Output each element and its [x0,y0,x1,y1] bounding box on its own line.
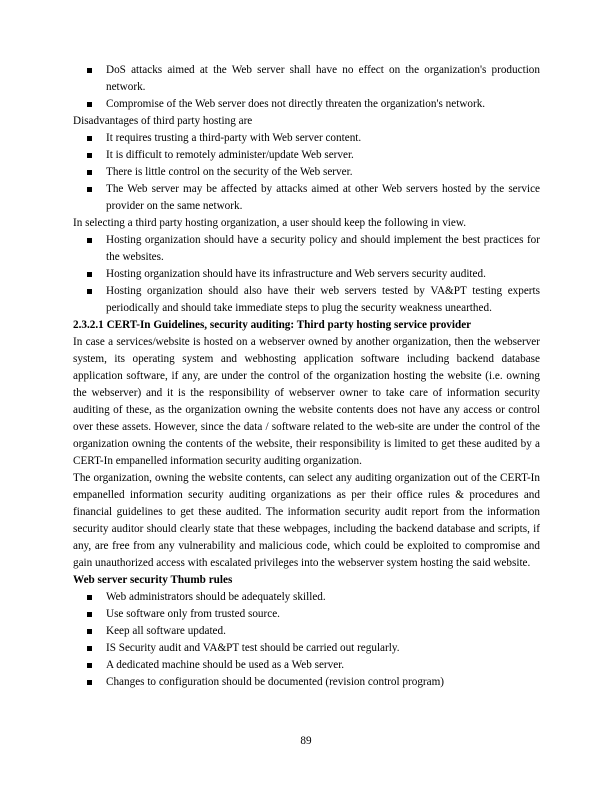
list-item-text: A dedicated machine should be used as a Web server. [106,659,345,671]
list-item [73,283,540,317]
list-item-text: Changes to configuration should be documented (revision control program) [106,676,445,688]
bullet-list-top [73,62,540,113]
list-item-text: Hosting organization should have a security policy and should implement the best practices for the websites. [106,234,540,263]
list-item [73,623,540,640]
paragraph: In case a services/website is hosted on a webserver owned by another organization, then the webserver system, its operating system and webhosting application software including backend database application software, if any, are under the control of the organization hosting the website (i.e. owning the webserver) and it is the responsibility of webserver owner to take care of information security auditing of these, as the organization owning the website contents does not have any access or control over these assets. However, since the data / software related to the web-site are under the control of the organization owning the contents of the website, their responsibility is limited to get these audited by a CERT-In empanelled information security auditing organization. [73,336,540,467]
list-item-text: DoS attacks aimed at the Web server shall have no effect on the organization's production network. [106,64,540,93]
list-item [73,181,540,215]
list-item [73,640,540,657]
bullet-icon [87,136,92,141]
list-item [73,589,540,606]
list-item [73,130,540,147]
list-item [73,147,540,164]
list-item-text: Hosting organization should have its infrastructure and Web servers security audited. [106,268,486,280]
selecting-intro: In selecting a third party hosting organization, a user should keep the following in view. [73,217,467,229]
list-item-text: Hosting organization should also have their web servers tested by VA&PT testing experts periodically and should take immediate steps to plug the security weakness unearthed. [106,285,540,314]
selecting-list [73,232,540,317]
list-item [73,657,540,674]
list-item-text: It requires trusting a third-party with Web server content. [106,132,362,144]
disadvantages-list [73,130,540,215]
bullet-icon [87,629,92,634]
bullet-icon [87,102,92,107]
section-heading: 2.3.2.1 CERT-In Guidelines, security auditing: Third party hosting service provider [73,319,472,331]
list-item [73,606,540,623]
bullet-icon [87,612,92,617]
bullet-icon [87,238,92,243]
list-item [73,164,540,181]
list-item [73,232,540,266]
document-page [73,62,540,691]
list-item-text: It is difficult to remotely administer/update Web server. [106,149,354,161]
bullet-icon [87,289,92,294]
bullet-icon [87,153,92,158]
list-item-text: Web administrators should be adequately skilled. [106,591,326,603]
list-item-text: Compromise of the Web server does not directly threaten the organization's network. [106,98,486,110]
thumb-rules-list [73,589,540,691]
bullet-icon [87,663,92,668]
list-item [73,62,540,96]
list-item-text: IS Security audit and VA&PT test should be carried out regularly. [106,642,400,654]
thumb-rules-heading: Web server security Thumb rules [73,574,233,586]
bullet-icon [87,272,92,277]
page-number: 89 [300,735,312,747]
list-item [73,266,540,283]
list-item-text: The Web server may be affected by attacks aimed at other Web servers hosted by the service provider on the same network. [106,183,540,212]
bullet-icon [87,680,92,685]
disadvantages-heading: Disadvantages of third party hosting are [73,115,253,127]
bullet-icon [87,170,92,175]
paragraph: The organization, owning the website contents, can select any auditing organization out of the CERT-In empanelled information security auditing organizations as per their office rules & procedures and financial guidelines to get these audited. The information security audit report from the information security auditor should clearly state that these webpages, including the backend database and scripts, if any, are free from any vulnerability and malicious code, which could be exploited to compromise and gain unauthorized access with escalated privileges into the webserver system hosting the said website. [73,472,540,569]
bullet-icon [87,646,92,651]
list-item [73,674,540,691]
list-item-text: Use software only from trusted source. [106,608,280,620]
list-item [73,96,540,113]
list-item-text: There is little control on the security of the Web server. [106,166,353,178]
bullet-icon [87,68,92,73]
bullet-icon [87,595,92,600]
bullet-icon [87,187,92,192]
list-item-text: Keep all software updated. [106,625,226,637]
